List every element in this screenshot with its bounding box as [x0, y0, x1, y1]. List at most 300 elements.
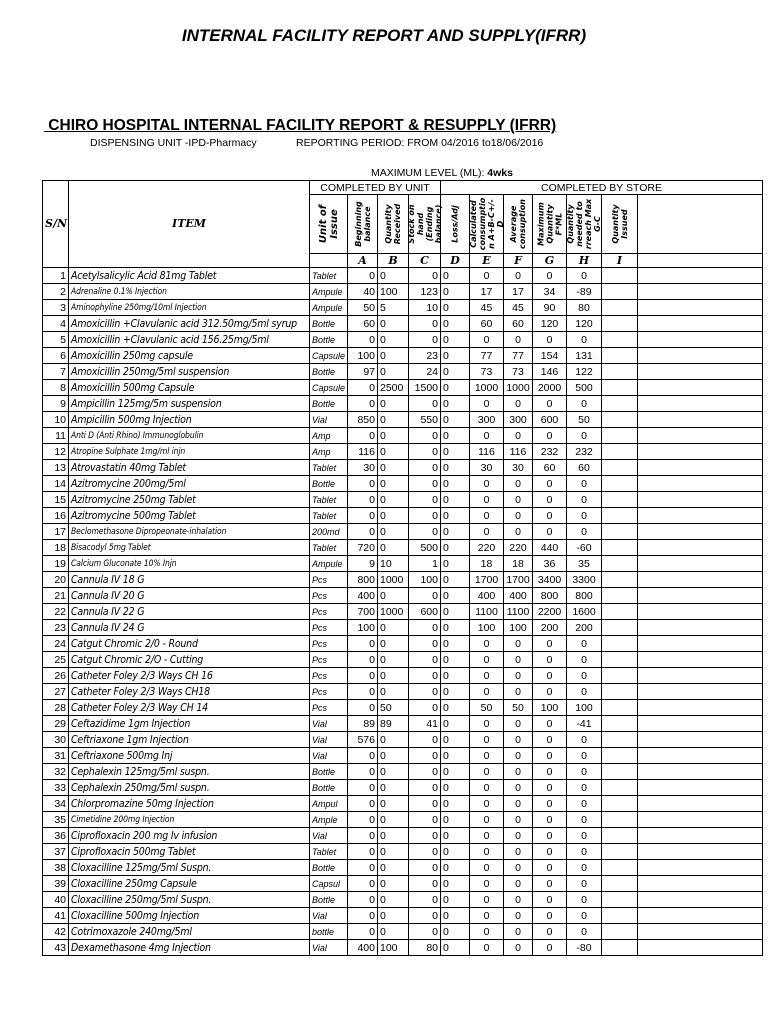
- cell-item-name: Ciprofloxacin 200 mg Iv infusion: [69, 828, 310, 844]
- cell-maximum-quantity: 34: [533, 284, 567, 300]
- cell-unit-of-issue: Pcs: [310, 684, 348, 700]
- cell-beginning-balance: 0: [348, 524, 378, 540]
- col-stock-on-hand-header: Stock on hand (Ending balance): [409, 195, 441, 254]
- cell-quantity-received: 0: [378, 732, 409, 748]
- cell-quantity-needed: 0: [567, 764, 602, 780]
- cell-maximum-quantity: 0: [533, 268, 567, 284]
- cell-maximum-quantity: 0: [533, 924, 567, 940]
- cell-quantity-issued: [602, 924, 638, 940]
- cell-calculated-consumption: 0: [470, 796, 504, 812]
- cell-quantity-needed: 0: [567, 268, 602, 284]
- report-title: INTERNAL FACILITY REPORT AND SUPPLY(IFRR): [181, 26, 587, 45]
- cell-loss-adj: 0: [441, 508, 470, 524]
- cell-extra: [638, 860, 763, 876]
- cell-calculated-consumption: 0: [470, 268, 504, 284]
- cell-beginning-balance: 400: [348, 588, 378, 604]
- cell-loss-adj: 0: [441, 348, 470, 364]
- cell-beginning-balance: 9: [348, 556, 378, 572]
- cell-calculated-consumption: 0: [470, 476, 504, 492]
- cell-num-sn: 27: [43, 684, 69, 700]
- cell-extra: [638, 764, 763, 780]
- cell-num-sn: 23: [43, 620, 69, 636]
- cell-calculated-consumption: 0: [470, 828, 504, 844]
- cell-beginning-balance: 0: [348, 844, 378, 860]
- cell-stock-on-hand: 41: [409, 716, 441, 732]
- col-letter-g: G: [533, 254, 567, 268]
- cell-quantity-needed: 0: [567, 844, 602, 860]
- cell-quantity-issued: [602, 796, 638, 812]
- cell-maximum-quantity: 0: [533, 828, 567, 844]
- cell-unit-of-issue: Bottle: [310, 396, 348, 412]
- cell-quantity-issued: [602, 396, 638, 412]
- cell-calculated-consumption: 0: [470, 732, 504, 748]
- cell-extra: [638, 284, 763, 300]
- cell-average-consumption: 77: [504, 348, 533, 364]
- cell-quantity-needed: -80: [567, 940, 602, 956]
- cell-stock-on-hand: 0: [409, 460, 441, 476]
- cell-unit-of-issue: Amp: [310, 444, 348, 460]
- cell-extra: [638, 684, 763, 700]
- cell-extra: [638, 348, 763, 364]
- cell-num-sn: 39: [43, 876, 69, 892]
- cell-stock-on-hand: 0: [409, 476, 441, 492]
- cell-item-name: Catgut Chromic 2/O - Cutting: [69, 652, 310, 668]
- cell-num-sn: 25: [43, 652, 69, 668]
- cell-loss-adj: 0: [441, 700, 470, 716]
- cell-calculated-consumption: 300: [470, 412, 504, 428]
- cell-quantity-received: 0: [378, 908, 409, 924]
- cell-quantity-received: 1000: [378, 604, 409, 620]
- cell-stock-on-hand: 80: [409, 940, 441, 956]
- cell-maximum-quantity: 0: [533, 476, 567, 492]
- cell-stock-on-hand: 0: [409, 492, 441, 508]
- cell-maximum-quantity: 0: [533, 844, 567, 860]
- cell-beginning-balance: 850: [348, 412, 378, 428]
- cell-item-name: Azitromycine 250mg Tablet: [69, 492, 310, 508]
- cell-quantity-needed: 0: [567, 876, 602, 892]
- cell-quantity-issued: [602, 540, 638, 556]
- cell-extra: [638, 924, 763, 940]
- table-row: [43, 556, 763, 572]
- cell-beginning-balance: 400: [348, 940, 378, 956]
- cell-quantity-received: 0: [378, 684, 409, 700]
- cell-quantity-needed: -41: [567, 716, 602, 732]
- cell-quantity-issued: [602, 716, 638, 732]
- table-row: [43, 508, 763, 524]
- cell-maximum-quantity: 2200: [533, 604, 567, 620]
- cell-quantity-needed: 0: [567, 828, 602, 844]
- cell-extra: [638, 476, 763, 492]
- col-sn-header: S/N: [43, 181, 69, 268]
- cell-quantity-received: 50: [378, 700, 409, 716]
- cell-maximum-quantity: 0: [533, 940, 567, 956]
- cell-unit-of-issue: Bottle: [310, 860, 348, 876]
- cell-average-consumption: 0: [504, 508, 533, 524]
- cell-stock-on-hand: 0: [409, 668, 441, 684]
- cell-calculated-consumption: 0: [470, 844, 504, 860]
- cell-quantity-received: 0: [378, 444, 409, 460]
- cell-num-sn: 14: [43, 476, 69, 492]
- cell-calculated-consumption: 0: [470, 492, 504, 508]
- cell-unit-of-issue: Ample: [310, 812, 348, 828]
- cell-unit-of-issue: Pcs: [310, 652, 348, 668]
- cell-extra: [638, 668, 763, 684]
- cell-beginning-balance: 100: [348, 348, 378, 364]
- col-calculated-consumption-header: Calculated consumptio n A+B-C+/-D: [470, 195, 504, 254]
- cell-extra: [638, 604, 763, 620]
- cell-maximum-quantity: 0: [533, 796, 567, 812]
- cell-quantity-received: 0: [378, 844, 409, 860]
- cell-stock-on-hand: 0: [409, 924, 441, 940]
- col-letter-e: E: [470, 254, 504, 268]
- cell-maximum-quantity: 600: [533, 412, 567, 428]
- cell-unit-of-issue: Bottle: [310, 332, 348, 348]
- cell-maximum-quantity: 90: [533, 300, 567, 316]
- cell-num-sn: 11: [43, 428, 69, 444]
- cell-num-sn: 2: [43, 284, 69, 300]
- col-loss-adj-header: Loss/Adj: [441, 195, 470, 254]
- cell-extra: [638, 908, 763, 924]
- table-row: [43, 572, 763, 588]
- cell-unit-of-issue: Tablet: [310, 268, 348, 284]
- col-letter-c: C: [409, 254, 441, 268]
- cell-calculated-consumption: 0: [470, 508, 504, 524]
- cell-quantity-needed: 0: [567, 796, 602, 812]
- table-row: [43, 876, 763, 892]
- cell-beginning-balance: 0: [348, 748, 378, 764]
- cell-average-consumption: 0: [504, 908, 533, 924]
- cell-quantity-needed: 0: [567, 476, 602, 492]
- cell-quantity-issued: [602, 812, 638, 828]
- cell-beginning-balance: 0: [348, 812, 378, 828]
- cell-quantity-received: 0: [378, 828, 409, 844]
- cell-quantity-needed: 60: [567, 460, 602, 476]
- table-row: [43, 684, 763, 700]
- cell-unit-of-issue: Bottle: [310, 316, 348, 332]
- table-row: [43, 620, 763, 636]
- cell-beginning-balance: 700: [348, 604, 378, 620]
- cell-item-name: Atropine Sulphate 1mg/ml injn: [69, 444, 310, 460]
- cell-extra: [638, 428, 763, 444]
- cell-maximum-quantity: 0: [533, 876, 567, 892]
- table-row: [43, 588, 763, 604]
- cell-stock-on-hand: 0: [409, 508, 441, 524]
- cell-maximum-quantity: 0: [533, 668, 567, 684]
- cell-quantity-received: 1000: [378, 572, 409, 588]
- cell-quantity-issued: [602, 476, 638, 492]
- cell-stock-on-hand: 0: [409, 828, 441, 844]
- cell-stock-on-hand: 1: [409, 556, 441, 572]
- cell-calculated-consumption: 0: [470, 860, 504, 876]
- table-row: [43, 444, 763, 460]
- cell-quantity-needed: 0: [567, 524, 602, 540]
- cell-num-sn: 15: [43, 492, 69, 508]
- cell-quantity-issued: [602, 316, 638, 332]
- cell-unit-of-issue: Pcs: [310, 636, 348, 652]
- cell-beginning-balance: 0: [348, 668, 378, 684]
- cell-maximum-quantity: 0: [533, 396, 567, 412]
- table-row: [43, 460, 763, 476]
- cell-average-consumption: 100: [504, 620, 533, 636]
- cell-stock-on-hand: 0: [409, 684, 441, 700]
- table-row: [43, 764, 763, 780]
- cell-quantity-issued: [602, 732, 638, 748]
- table-row: [43, 428, 763, 444]
- cell-quantity-received: 0: [378, 508, 409, 524]
- cell-calculated-consumption: 1000: [470, 380, 504, 396]
- cell-stock-on-hand: 0: [409, 780, 441, 796]
- cell-loss-adj: 0: [441, 812, 470, 828]
- cell-quantity-received: 0: [378, 428, 409, 444]
- cell-quantity-received: 0: [378, 460, 409, 476]
- cell-loss-adj: 0: [441, 460, 470, 476]
- table-row: [43, 700, 763, 716]
- cell-maximum-quantity: 0: [533, 492, 567, 508]
- cell-quantity-received: 0: [378, 492, 409, 508]
- cell-loss-adj: 0: [441, 652, 470, 668]
- cell-beginning-balance: 0: [348, 828, 378, 844]
- cell-stock-on-hand: 0: [409, 748, 441, 764]
- cell-maximum-quantity: 0: [533, 732, 567, 748]
- table-row: [43, 780, 763, 796]
- cell-calculated-consumption: 50: [470, 700, 504, 716]
- cell-stock-on-hand: 600: [409, 604, 441, 620]
- cell-quantity-needed: 0: [567, 684, 602, 700]
- cell-average-consumption: 0: [504, 828, 533, 844]
- cell-extra: [638, 652, 763, 668]
- cell-item-name: Catgut Chromic 2/0 - Round: [69, 636, 310, 652]
- cell-loss-adj: 0: [441, 380, 470, 396]
- cell-quantity-issued: [602, 764, 638, 780]
- cell-loss-adj: 0: [441, 364, 470, 380]
- table-row: [43, 380, 763, 396]
- cell-item-name: Cloxacilline 125mg/5ml Suspn.: [69, 860, 310, 876]
- col-quantity-needed-header: Quantity needed to rreach Max G-C: [567, 195, 602, 254]
- cell-extra: [638, 300, 763, 316]
- cell-quantity-received: 0: [378, 540, 409, 556]
- cell-extra: [638, 748, 763, 764]
- cell-quantity-issued: [602, 780, 638, 796]
- cell-calculated-consumption: 0: [470, 812, 504, 828]
- table-row: [43, 348, 763, 364]
- cell-calculated-consumption: 0: [470, 780, 504, 796]
- cell-extra: [638, 396, 763, 412]
- max-level-label: MAXIMUM LEVEL (ML):: [371, 167, 488, 179]
- cell-average-consumption: 0: [504, 780, 533, 796]
- cell-unit-of-issue: Tablet: [310, 460, 348, 476]
- cell-loss-adj: 0: [441, 332, 470, 348]
- cell-loss-adj: 0: [441, 588, 470, 604]
- cell-unit-of-issue: Pcs: [310, 700, 348, 716]
- cell-average-consumption: 30: [504, 460, 533, 476]
- cell-quantity-issued: [602, 940, 638, 956]
- cell-calculated-consumption: 1100: [470, 604, 504, 620]
- cell-quantity-received: 0: [378, 764, 409, 780]
- cell-loss-adj: 0: [441, 476, 470, 492]
- cell-loss-adj: 0: [441, 316, 470, 332]
- cell-unit-of-issue: Pcs: [310, 620, 348, 636]
- cell-loss-adj: 0: [441, 732, 470, 748]
- cell-loss-adj: 0: [441, 684, 470, 700]
- cell-calculated-consumption: 0: [470, 908, 504, 924]
- cell-num-sn: 18: [43, 540, 69, 556]
- table-row: [43, 892, 763, 908]
- cell-unit-of-issue: Bottle: [310, 764, 348, 780]
- cell-calculated-consumption: 60: [470, 316, 504, 332]
- cell-num-sn: 36: [43, 828, 69, 844]
- cell-maximum-quantity: 200: [533, 620, 567, 636]
- cell-num-sn: 21: [43, 588, 69, 604]
- cell-quantity-received: 0: [378, 668, 409, 684]
- table-row: [43, 636, 763, 652]
- cell-num-sn: 3: [43, 300, 69, 316]
- cell-quantity-issued: [602, 380, 638, 396]
- cell-maximum-quantity: 0: [533, 716, 567, 732]
- cell-item-name: Calcium Gluconate 10% Injn: [69, 556, 310, 572]
- cell-unit-of-issue: Ampule: [310, 284, 348, 300]
- cell-item-name: Cannula IV 20 G: [69, 588, 310, 604]
- cell-quantity-issued: [602, 636, 638, 652]
- cell-extra: [638, 380, 763, 396]
- cell-unit-of-issue: Tablet: [310, 844, 348, 860]
- table-row: [43, 860, 763, 876]
- cell-maximum-quantity: 0: [533, 812, 567, 828]
- cell-maximum-quantity: 0: [533, 332, 567, 348]
- cell-stock-on-hand: 10: [409, 300, 441, 316]
- cell-item-name: Amoxicillin 500mg Capsule: [69, 380, 310, 396]
- cell-quantity-needed: 0: [567, 748, 602, 764]
- cell-num-sn: 42: [43, 924, 69, 940]
- cell-maximum-quantity: 3400: [533, 572, 567, 588]
- cell-loss-adj: 0: [441, 748, 470, 764]
- cell-maximum-quantity: 0: [533, 636, 567, 652]
- cell-quantity-needed: 0: [567, 892, 602, 908]
- cell-quantity-received: 0: [378, 748, 409, 764]
- cell-unit-of-issue: Vial: [310, 716, 348, 732]
- cell-loss-adj: 0: [441, 396, 470, 412]
- cell-unit-of-issue: Bottle: [310, 780, 348, 796]
- cell-quantity-needed: 80: [567, 300, 602, 316]
- table-row: [43, 652, 763, 668]
- cell-num-sn: 10: [43, 412, 69, 428]
- cell-maximum-quantity: 0: [533, 860, 567, 876]
- cell-extra: [638, 556, 763, 572]
- cell-extra: [638, 620, 763, 636]
- cell-calculated-consumption: 0: [470, 876, 504, 892]
- cell-unit-of-issue: Ampule: [310, 556, 348, 572]
- cell-num-sn: 31: [43, 748, 69, 764]
- cell-extra: [638, 828, 763, 844]
- cell-unit-of-issue: Capsule: [310, 348, 348, 364]
- cell-quantity-needed: 131: [567, 348, 602, 364]
- cell-quantity-received: 10: [378, 556, 409, 572]
- cell-num-sn: 35: [43, 812, 69, 828]
- cell-maximum-quantity: 0: [533, 764, 567, 780]
- cell-calculated-consumption: 1700: [470, 572, 504, 588]
- cell-loss-adj: 0: [441, 764, 470, 780]
- cell-unit-of-issue: Vial: [310, 748, 348, 764]
- cell-calculated-consumption: 0: [470, 428, 504, 444]
- cell-calculated-consumption: 0: [470, 716, 504, 732]
- cell-num-sn: 19: [43, 556, 69, 572]
- cell-num-sn: 43: [43, 940, 69, 956]
- cell-average-consumption: 0: [504, 892, 533, 908]
- col-letter-d: D: [441, 254, 470, 268]
- table-row: [43, 332, 763, 348]
- cell-maximum-quantity: 0: [533, 428, 567, 444]
- cell-beginning-balance: 576: [348, 732, 378, 748]
- cell-calculated-consumption: 0: [470, 748, 504, 764]
- cell-quantity-received: 100: [378, 940, 409, 956]
- cell-average-consumption: 0: [504, 860, 533, 876]
- cell-extra: [638, 716, 763, 732]
- cell-stock-on-hand: 1500: [409, 380, 441, 396]
- cell-item-name: Amoxicillin +Clavulanic acid 312.50mg/5ml syrup: [69, 316, 310, 332]
- cell-extra: [638, 412, 763, 428]
- cell-stock-on-hand: 0: [409, 316, 441, 332]
- cell-stock-on-hand: 0: [409, 524, 441, 540]
- cell-calculated-consumption: 0: [470, 668, 504, 684]
- cell-average-consumption: 300: [504, 412, 533, 428]
- cell-stock-on-hand: 0: [409, 444, 441, 460]
- cell-calculated-consumption: 0: [470, 684, 504, 700]
- cell-quantity-received: 0: [378, 396, 409, 412]
- cell-item-name: Acetylsalicylic Acid 81mg Tablet: [69, 268, 310, 284]
- cell-loss-adj: 0: [441, 636, 470, 652]
- cell-unit-of-issue: Ampul: [310, 796, 348, 812]
- cell-item-name: Aminophyline 250mg/10ml Injection: [69, 300, 310, 316]
- table-row: [43, 364, 763, 380]
- cell-average-consumption: 50: [504, 700, 533, 716]
- cell-quantity-needed: 0: [567, 428, 602, 444]
- cell-quantity-needed: 0: [567, 636, 602, 652]
- cell-quantity-issued: [602, 332, 638, 348]
- cell-quantity-issued: [602, 684, 638, 700]
- table-body: [43, 268, 763, 956]
- cell-average-consumption: 0: [504, 812, 533, 828]
- cell-calculated-consumption: 116: [470, 444, 504, 460]
- cell-calculated-consumption: 0: [470, 924, 504, 940]
- cell-unit-of-issue: Tablet: [310, 508, 348, 524]
- cell-calculated-consumption: 0: [470, 396, 504, 412]
- cell-beginning-balance: 0: [348, 476, 378, 492]
- cell-num-sn: 4: [43, 316, 69, 332]
- cell-unit-of-issue: Pcs: [310, 588, 348, 604]
- cell-quantity-needed: 100: [567, 700, 602, 716]
- cell-loss-adj: 0: [441, 444, 470, 460]
- col-letter-a: A: [348, 254, 378, 268]
- cell-unit-of-issue: Bottle: [310, 364, 348, 380]
- cell-average-consumption: 0: [504, 332, 533, 348]
- cell-calculated-consumption: 0: [470, 652, 504, 668]
- cell-quantity-issued: [602, 860, 638, 876]
- cell-average-consumption: 0: [504, 668, 533, 684]
- cell-quantity-received: 0: [378, 588, 409, 604]
- cell-quantity-issued: [602, 876, 638, 892]
- cell-stock-on-hand: 550: [409, 412, 441, 428]
- cell-beginning-balance: 60: [348, 316, 378, 332]
- cell-item-name: Amoxicillin +Clavulanic acid 156.25mg/5ml: [69, 332, 310, 348]
- cell-beginning-balance: 0: [348, 876, 378, 892]
- cell-extra: [638, 572, 763, 588]
- cell-average-consumption: 0: [504, 876, 533, 892]
- cell-quantity-issued: [602, 588, 638, 604]
- cell-loss-adj: 0: [441, 924, 470, 940]
- cell-quantity-needed: 0: [567, 396, 602, 412]
- cell-calculated-consumption: 73: [470, 364, 504, 380]
- cell-stock-on-hand: 0: [409, 428, 441, 444]
- cell-average-consumption: 400: [504, 588, 533, 604]
